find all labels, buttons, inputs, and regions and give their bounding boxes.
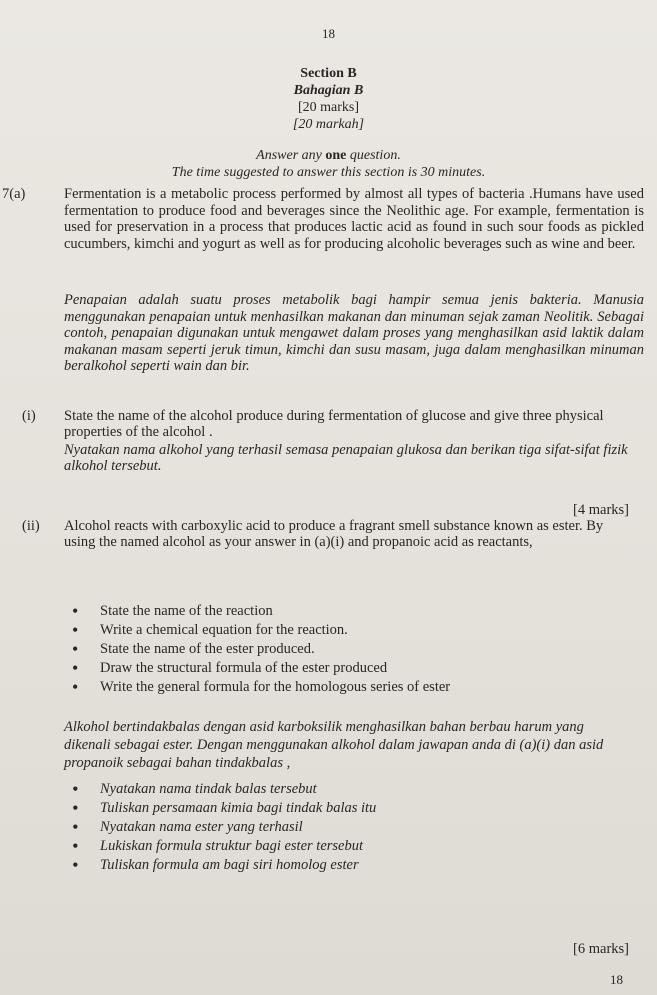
instruction-post: question. [346,148,401,163]
part-ii-marks: [6 marks] [573,941,629,957]
part-i-marks: [4 marks] [573,502,629,518]
instruction-line-1 [0,148,657,164]
part-ii-text-malay: Alkohol bertindakbalas dengan asid karboksilik menghasilkan bahan berbau harum yang dikenali sebagai ester. Dengan menggunakan alkohol dalam jawapan anda di (a)(i) dan asid propanoik sebagai bahan tindakbalas , [64,719,604,771]
part-i-text-malay: Nyatakan nama alkohol yang terhasil semasa penapaian glukosa dan berikan tiga sifat-sifat fizik alkohol tersebut. [64,442,628,474]
part-i-label: (i) [22,408,36,424]
question-intro-malay: Penapaian adalah suatu proses metabolik bagi hampir semua jenis bakteria. Manusia menggunakan penapaian untuk menhasilkan makanan dan minuman sejak zaman Neolitik. Sebagai contoh, penapaian digunakan untuk mengawet dalam proses yang menghasilkan asid laktik dalam makanan masam seperti jeruk timun, kimchi dan susu masam, juga dalam menghasilkan minuman beralkohol seperti wain dan bir. [64,292,644,374]
instruction-pre: Answer any [256,148,326,163]
list-item: • Write the general formula for the homologous series of ester [64,678,450,697]
section-marks: [20 marks] [297,100,360,115]
instruction-bold: one [325,148,347,163]
instruction-line-2: The time suggested to answer this section is 30 minutes. [171,165,486,180]
part-ii-bullets-english [64,602,450,697]
list-item: • Tuliskan formula am bagi siri homolog ester [64,856,376,875]
section-marks-malay: [20 markah] [292,117,365,132]
part-ii-text-english: Alcohol reacts with carboxylic acid to produce a fragrant smell substance known as ester. By using the named alcohol as your answer in (a)(i) and propanoic acid as reactants, [64,518,604,550]
page-number-top: 18 [322,26,335,41]
list-item: • State the name of the ester produced. [64,640,450,659]
section-title: Section B [300,66,357,81]
part-ii-bullets-malay [64,780,376,875]
question-number: 7(a) [2,186,26,202]
list-item: • Nyatakan nama ester yang terhasil [64,818,376,837]
list-item: • Tuliskan persamaan kimia bagi tindak balas itu [64,799,376,818]
list-item: • State the name of the reaction [64,602,450,621]
section-title-malay: Bahagian B [293,83,364,98]
question-intro-english: Fermentation is a metabolic process performed by almost all types of bacteria .Humans have used fermentation to produce food and beverages since the Neolithic age. For example, fermentation is used for preservation in a process that produces lactic acid as found in such sour foods as pickled cucumbers, kimchi and yogurt as well as for producing alcoholic beverages such as wine and beer. [64,186,644,252]
list-item: • Write a chemical equation for the reaction. [64,621,450,640]
part-i-text-english: State the name of the alcohol produce during fermentation of glucose and give three physical properties of the alcohol . [64,408,604,440]
list-item: • Draw the structural formula of the ester produced [64,659,450,678]
part-ii-label: (ii) [22,518,40,534]
page-number-bottom: 18 [610,972,623,987]
list-item: • Nyatakan nama tindak balas tersebut [64,780,376,799]
list-item: • Lukiskan formula struktur bagi ester tersebut [64,837,376,856]
